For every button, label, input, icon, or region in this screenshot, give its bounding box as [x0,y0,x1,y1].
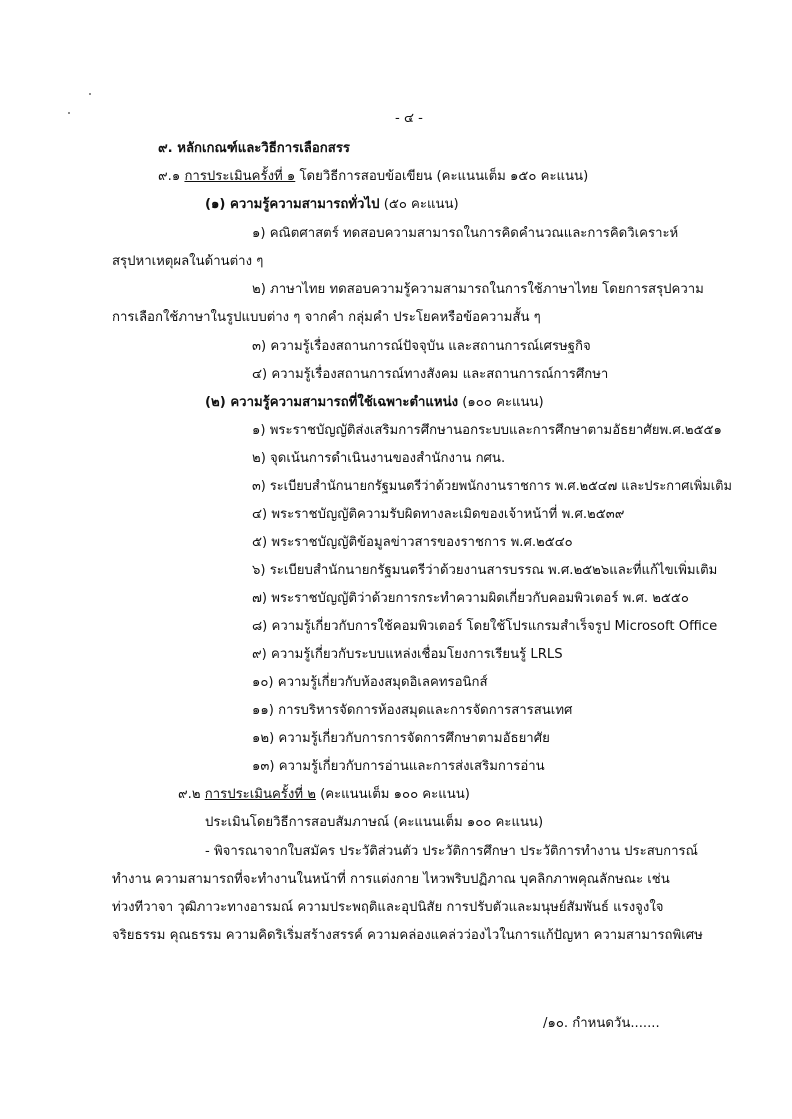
list-item: ๒) จุดเน้นการดำเนินงานของสำนักงาน กศน. [252,451,506,466]
list-item: ๓) ระเบียบสำนักนายกรัฐมนตรีว่าด้วยพนักงานราชการ พ.ศ.๒๕๔๗ และประกาศเพิ่มเติม [252,479,732,494]
subsection-title: การประเมินครั้งที่ ๑ [184,169,296,184]
list-item: ๑๐) ความรู้เกี่ยวกับห้องสมุดอิเลคทรอนิกส์ [252,675,488,690]
list-item-continuation: การเลือกใช้ภาษาในรูปแบบต่าง ๆ จากคำ กลุ่มคำ ประโยคหรือข้อความสั้น ๆ [112,310,541,325]
part2-heading: (๒) ความรู้ความสามารถที่ใช้เฉพาะตำแหน่ง [205,395,459,410]
list-item: ๒) ภาษาไทย ทดสอบความรู้ความสามารถในการใช้ภาษาไทย โดยการสรุปความ [252,282,704,297]
list-item: ๑๒) ความรู้เกี่ยวกับการการจัดการศึกษาตามอัธยาศัย [252,731,550,746]
list-item: ๑) คณิตศาสตร์ ทดสอบความสามารถในการคิดคำนวณและการคิดวิเคราะห์ [252,226,679,241]
part2-heading-line [205,394,544,412]
subsection-rest: โดยวิธีการสอบข้อเขียน (คะแนนเต็ม ๑๕๐ คะแนน) [299,169,589,184]
subsection-number: ๙.๒ [178,787,201,802]
subsection-rest: (คะแนนเต็ม ๑๐๐ คะแนน) [320,787,470,802]
part1-score: (๕๐ คะแนน) [383,197,459,212]
subsection-9-1 [158,168,588,186]
subsection-title: การประเมินครั้งที่ ๒ [204,787,316,802]
continuation-marker: /๑๐. กำหนดวัน....... [543,1016,660,1031]
list-item-continuation: สรุปหาเหตุผลในด้านต่าง ๆ [112,254,264,269]
list-item: ๕) พระราชบัญญัติข้อมูลข่าวสารของราชการ พ.ศ.๒๕๔๐ [252,535,573,550]
part1-heading-line [205,196,459,214]
list-item: ๑) พระราชบัญญัติส่งเสริมการศึกษานอกระบบและการศึกษาตามอัธยาศัยพ.ศ.๒๕๕๑ [252,423,722,438]
subsection-number: ๙.๑ [158,169,181,184]
list-item: ๔) ความรู้เรื่องสถานการณ์ทางสังคม และสถานการณ์การศึกษา [252,367,609,382]
list-item: ๘) ความรู้เกี่ยวกับการใช้คอมพิวเตอร์ โดยใช้โปรแกรมสำเร็จรูป Microsoft Office [252,619,718,634]
interview-method: ประเมินโดยวิธีการสอบสัมภาษณ์ (คะแนนเต็ม ๑๐๐ คะแนน) [205,815,544,830]
scan-speck [68,112,70,114]
page-number: - ๔ - [395,111,423,126]
list-item: ๖) ระเบียบสำนักนายกรัฐมนตรีว่าด้วยงานสารบรรณ พ.ศ.๒๕๒๖และที่แก้ไขเพิ่มเติม [252,563,718,578]
section-heading: ๙. หลักเกณฑ์และวิธีการเลือกสรร [158,141,350,156]
list-item: ๑๑) การบริหารจัดการห้องสมุดและการจัดการสารสนเทศ [252,703,573,718]
subsection-9-2 [178,786,470,804]
list-item: ๔) พระราชบัญญัติความรับผิดทางละเมิดของเจ้าหน้าที่ พ.ศ.๒๕๓๙ [252,507,625,522]
part1-heading: (๑) ความรู้ความสามารถทั่วไป [205,197,380,212]
paragraph-line: - พิจารณาจากใบสมัคร ประวัติส่วนตัว ประวัติการศึกษา ประวัติการทำงาน ประสบการณ์ [205,844,698,859]
list-item: ๑๓) ความรู้เกี่ยวกับการอ่านและการส่งเสริมการอ่าน [252,759,545,774]
scan-speck [89,93,91,95]
paragraph-line: ท่วงทีวาจา วุฒิภาวะทางอารมณ์ ความประพฤติและอุปนิสัย การปรับตัวและมนุษย์สัมพันธ์ แรงจูงใจ [112,900,664,915]
paragraph-line: จริยธรรม คุณธรรม ความคิดริเริ่มสร้างสรรค์ ความคล่องแคล่วว่องไวในการแก้ปัญหา ความสามารถพิเศษ [112,928,703,943]
list-item: ๙) ความรู้เกี่ยวกับระบบแหล่งเชื่อมโยงการเรียนรู้ LRLS [252,647,563,662]
list-item: ๗) พระราชบัญญัติว่าด้วยการกระทำความผิดเกี่ยวกับคอมพิวเตอร์ พ.ศ. ๒๕๕๐ [252,591,689,606]
part2-score: (๑๐๐ คะแนน) [462,395,544,410]
list-item: ๓) ความรู้เรื่องสถานการณ์ปัจจุบัน และสถานการณ์เศรษฐกิจ [252,339,591,354]
paragraph-line: ทำงาน ความสามารถที่จะทำงานในหน้าที่ การแต่งกาย ไหวพริบปฏิภาณ บุคลิกภาพคุณลักษณะ เช่น [112,872,670,887]
